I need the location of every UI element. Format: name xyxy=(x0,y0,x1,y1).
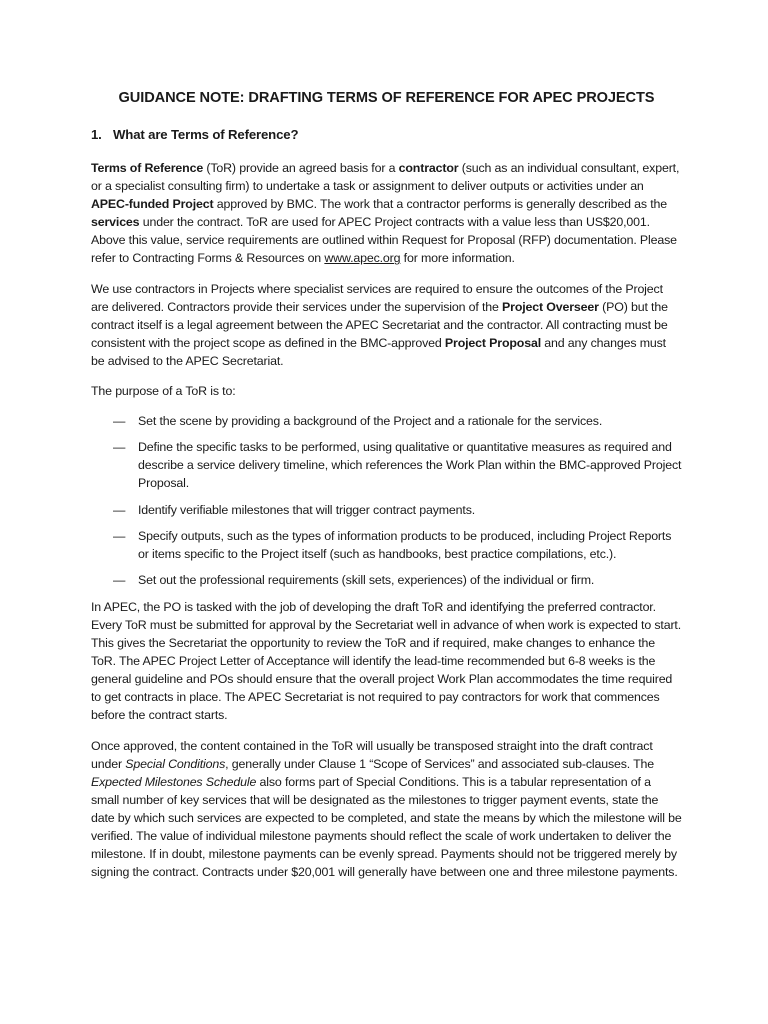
text-run: , generally under Clause 1 “Scope of Services” and associated sub-clauses. The xyxy=(225,756,655,771)
text-run: (such as an individual consultant, expert, or a specialist consulting firm) to undertake a task or assignment to deliver outputs or activities under an xyxy=(91,161,680,194)
list-item-text: Set the scene by providing a background of the Project and a rationale for the services. xyxy=(138,414,603,429)
text-run: approved by BMC. The work that a contractor performs is generally described as the xyxy=(213,197,668,212)
text-run: (ToR) provide an agreed basis for a xyxy=(203,161,399,175)
list-item-text: Define the specific tasks to be performed, using qualitative or quantitative measures as required and describe a service delivery timeline, which references the Work Plan within the BMC-approved Project Proposal. xyxy=(138,440,682,491)
dash-bullet-icon: — xyxy=(113,502,126,517)
italic-term: Special Conditions xyxy=(125,756,226,771)
dash-bullet-icon: — xyxy=(113,528,126,543)
italic-term: Expected Milestones Schedule xyxy=(91,774,257,789)
purpose-list xyxy=(91,412,682,589)
section-number: 1. xyxy=(91,127,102,142)
document-title: GUIDANCE NOTE: DRAFTING TERMS OF REFERENCE FOR APEC PROJECTS xyxy=(118,90,655,106)
paragraph-po-responsibilities: In APEC, the PO is tasked with the job of developing the draft ToR and identifying the preferred contractor. Every ToR must be submitted for approval by the Secretariat well in advance of when work is expected to start. This gives the Secretariat the opportunity to review the ToR and if required, make changes to enhance the ToR. The APEC Project Letter of Acceptance will identify the lead-time recommended but 6-8 weeks is the general guideline and POs should ensure that the overall project Work Plan accommodates the time required to get contracts in place. The APEC Secretariat is not required to pay contractors for work that commences before the contract starts. xyxy=(91,599,682,723)
bold-term: Project Overseer xyxy=(502,299,599,314)
dash-bullet-icon: — xyxy=(113,572,126,587)
section-title: What are Terms of Reference? xyxy=(113,127,299,142)
dash-bullet-icon: — xyxy=(113,414,126,429)
list-item xyxy=(113,412,682,430)
bold-term: contractor xyxy=(398,161,459,175)
text-run: (PO) but the contract itself is a legal agreement between the APEC Secretariat and the contractor. All contracting must be consistent with the project scope as defined in the BMC-approved xyxy=(91,299,668,350)
paragraph-contractors xyxy=(91,280,682,370)
list-item xyxy=(113,501,682,519)
text-run: also forms part of Special Conditions. This is a tabular representation of a small number of key services that will be designated as the milestones to trigger payment events, state the date by which such services are expected to be completed, and state the means by which the milestone will be verified. The value of individual milestone payments should reflect the scale of work undertaken to deliver the milestone. If in doubt, milestone payments can be evenly spread. Payments should not be triggered merely by signing the contract. Contracts under $20,001 will generally have between one and three milestone payments. xyxy=(91,774,682,880)
list-item-text: Identify verifiable milestones that will trigger contract payments. xyxy=(138,502,476,517)
bold-term: APEC-funded Project xyxy=(91,197,214,212)
bold-term: services xyxy=(91,215,140,230)
bold-term: Project Proposal xyxy=(444,335,541,350)
list-item xyxy=(113,527,682,563)
paragraph-tor-definition xyxy=(91,159,682,268)
bold-term: Terms of Reference xyxy=(91,161,204,175)
apec-website-link[interactable]: www.apec.org xyxy=(324,251,401,266)
list-item-text: Specify outputs, such as the types of information products to be produced, including Project Reports or items specific to the Project itself (such as handbooks, best practice compilations, etc.). xyxy=(138,528,672,561)
dash-bullet-icon: — xyxy=(113,440,126,455)
paragraph-approval-process xyxy=(91,737,682,882)
text-run: under the contract. ToR are used for APEC Project contracts with a value less than US$20,001. Above this value, service requirements are outlined within Request for Proposal (RFP) documentation. Please refer to Contracting Forms & Resources on xyxy=(91,215,677,266)
paragraph-purpose-intro: The purpose of a ToR is to: xyxy=(91,384,236,399)
list-item-text: Set out the professional requirements (skill sets, experiences) of the individual or firm. xyxy=(138,572,595,587)
text-run: and any changes must be advised to the APEC Secretariat. xyxy=(91,335,666,368)
text-run: Once approved, the content contained in the ToR will usually be transposed straight into the draft contract under xyxy=(91,738,653,771)
list-item xyxy=(113,438,682,492)
text-run: We use contractors in Projects where specialist services are required to ensure the outcomes of the Project are delivered. Contractors provide their services under the supervision of the xyxy=(91,281,663,314)
section-heading xyxy=(91,125,682,144)
text-run: for more information. xyxy=(400,251,515,266)
list-item xyxy=(113,571,682,589)
